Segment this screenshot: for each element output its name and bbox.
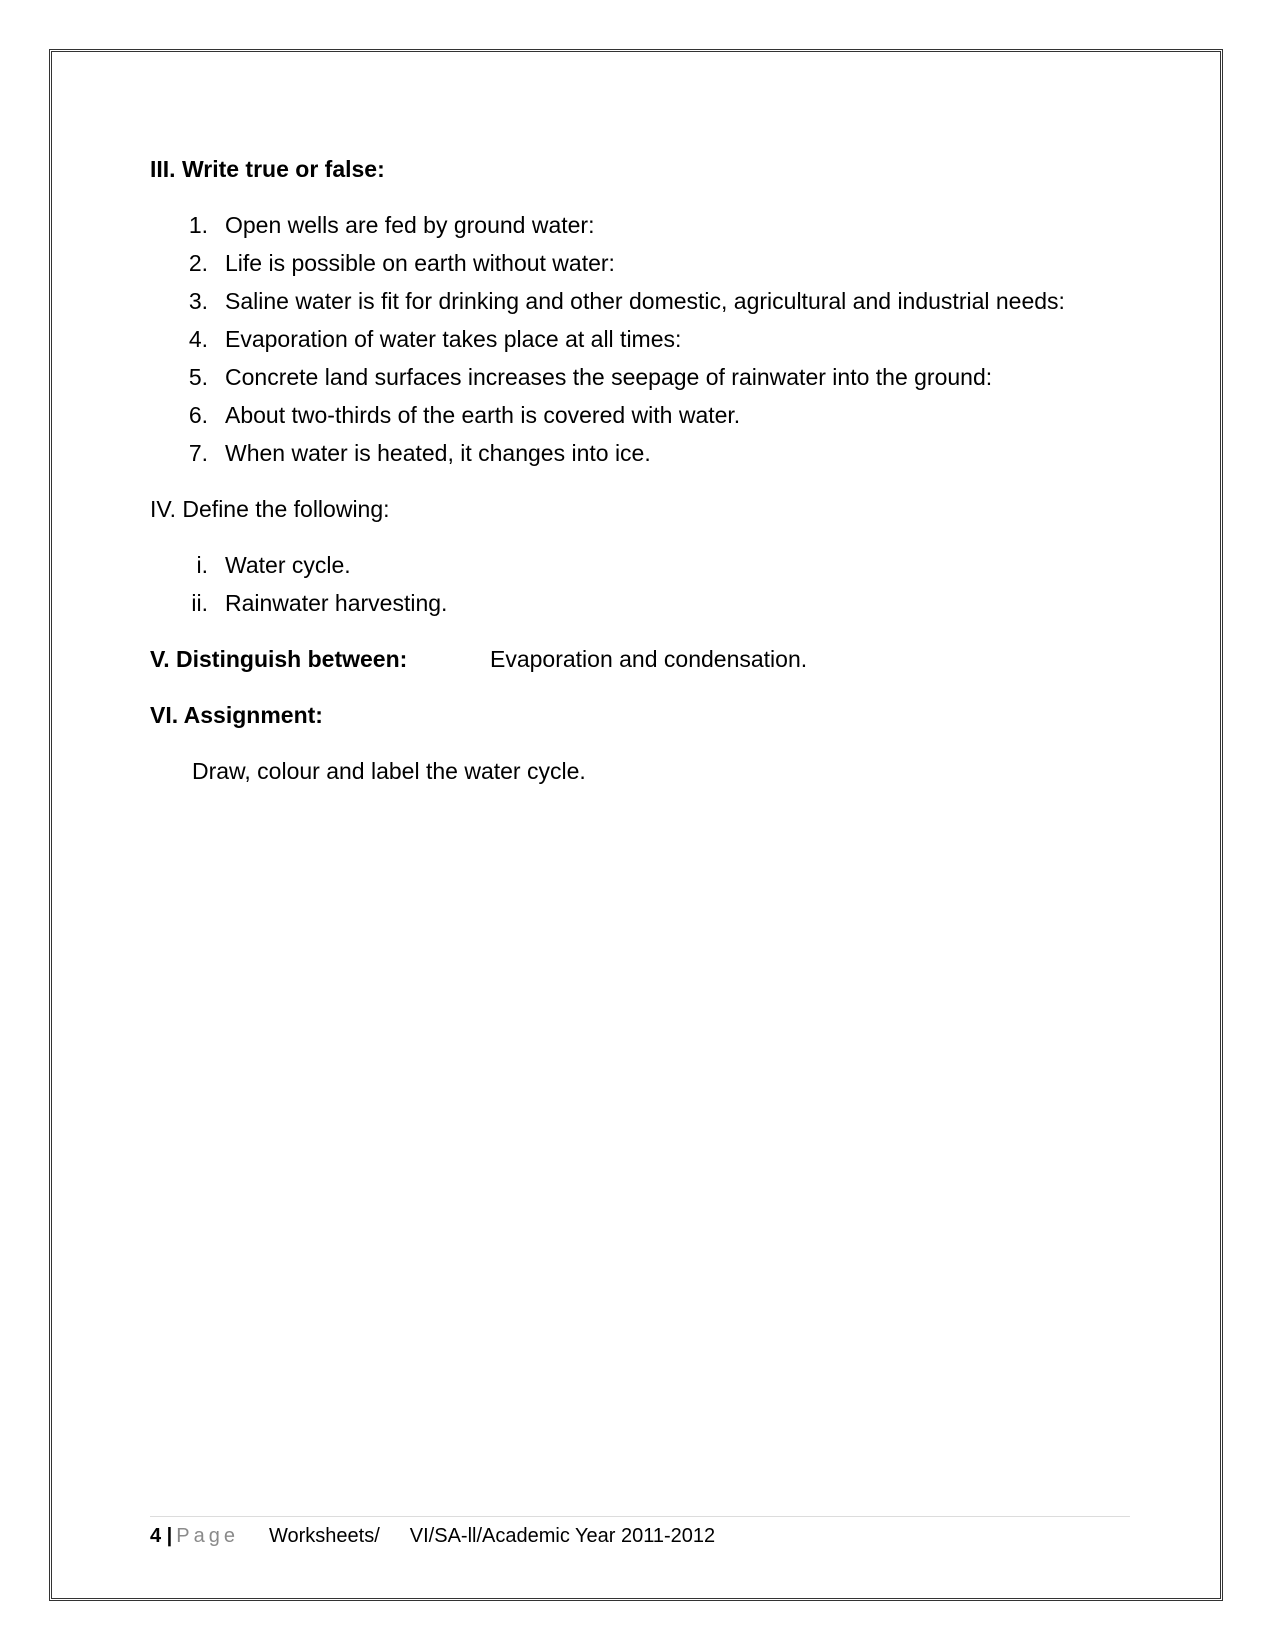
define-list <box>150 546 1110 622</box>
assignment-text: Draw, colour and label the water cycle. <box>192 758 586 784</box>
worksheet-content <box>150 150 1110 790</box>
distinguish-row <box>150 640 1110 678</box>
list-item: 1. Open wells are fed by ground water: <box>188 212 595 238</box>
footer-course: VI/SA-ll/Academic Year 2011-2012 <box>409 1525 716 1547</box>
distinguish-text: Evaporation and condensation. <box>490 646 808 672</box>
list-item: 7. When water is heated, it changes into ice. <box>188 440 651 466</box>
true-false-list <box>150 206 1110 472</box>
page-number: 4 | <box>150 1525 173 1547</box>
section-3-heading: III. Write true or false: <box>150 156 385 182</box>
list-item: 3. Saline water is fit for drinking and other domestic, agricultural and industrial needs: <box>188 288 1065 314</box>
page-word: Page <box>176 1525 239 1547</box>
page-footer <box>150 1516 1130 1549</box>
section-6-heading: VI. Assignment: <box>150 702 323 728</box>
section-4-heading: IV. Define the following: <box>150 496 390 522</box>
list-item: 6. About two-thirds of the earth is covered with water. <box>188 402 741 428</box>
list-item: i. Water cycle. <box>196 552 351 578</box>
section-5-heading: V. Distinguish between: <box>150 646 408 672</box>
list-item: ii. Rainwater harvesting. <box>191 590 448 616</box>
list-item: 5. Concrete land surfaces increases the seepage of rainwater into the ground: <box>188 364 993 390</box>
list-item: 4. Evaporation of water takes place at all times: <box>188 326 682 352</box>
list-item: 2. Life is possible on earth without water: <box>188 250 615 276</box>
footer-worksheets: Worksheets/ <box>269 1525 380 1547</box>
